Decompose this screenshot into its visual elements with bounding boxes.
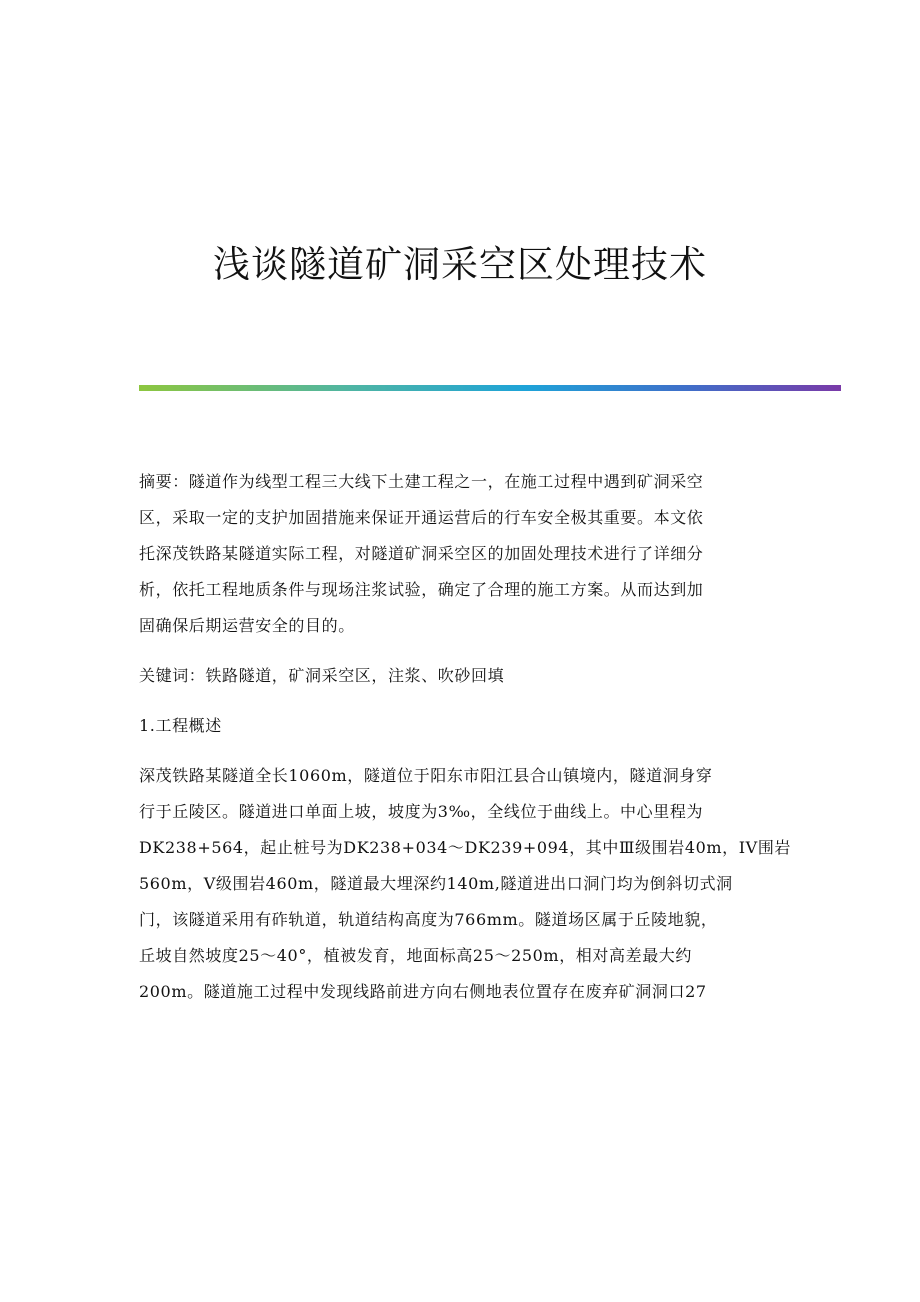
abstract-paragraph xyxy=(139,464,775,644)
document-title: 浅谈隧道矿洞采空区处理技术 xyxy=(213,242,707,286)
body-line: DK238+564，起止桩号为DK238+034～DK239+094，其中Ⅲ级围岩40m，IV围岩 xyxy=(139,838,792,857)
section-heading xyxy=(139,708,775,744)
body-line: 深茂铁路某隧道全长1060m，隧道位于阳东市阳江县合山镇境内，隧道洞身穿 xyxy=(139,766,713,785)
abstract-line: 区，采取一定的支护加固措施来保证开通运营后的行车安全极其重要。本文依 xyxy=(139,508,704,527)
keywords: 关键词：铁路隧道，矿洞采空区，注浆、吹砂回填 xyxy=(139,666,505,685)
document-body xyxy=(139,464,792,1024)
body-line: 560m，V级围岩460m，隧道最大埋深约140m,隧道进出口洞门均为倒斜切式洞 xyxy=(139,874,733,893)
abstract-line: 摘要：隧道作为线型工程三大线下土建工程之一，在施工过程中遇到矿洞采空 xyxy=(139,472,704,491)
abstract-line: 托深茂铁路某隧道实际工程，对隧道矿洞采空区的加固处理技术进行了详细分 xyxy=(139,544,704,563)
title-divider xyxy=(139,385,841,391)
section-1-paragraph xyxy=(139,758,792,1010)
body-line: 门，该隧道采用有砟轨道，轨道结构高度为766mm。隧道场区属于丘陵地貌， xyxy=(139,910,718,929)
body-line: 丘坡自然坡度25～40°，植被发育，地面标高25～250m，相对高差最大约 xyxy=(139,946,692,965)
abstract-line: 固确保后期运营安全的目的。 xyxy=(139,616,355,635)
body-line: 200m。隧道施工过程中发现线路前进方向右侧地表位置存在废弃矿洞洞口27 xyxy=(139,982,707,1001)
section-1-heading: 1.工程概述 xyxy=(139,716,222,735)
abstract-line: 析，依托工程地质条件与现场注浆试验，确定了合理的施工方案。从而达到加 xyxy=(139,580,704,599)
body-line: 行于丘陵区。隧道进口单面上坡，坡度为3‰，全线位于曲线上。中心里程为 xyxy=(139,802,704,821)
keywords-paragraph xyxy=(139,658,775,694)
